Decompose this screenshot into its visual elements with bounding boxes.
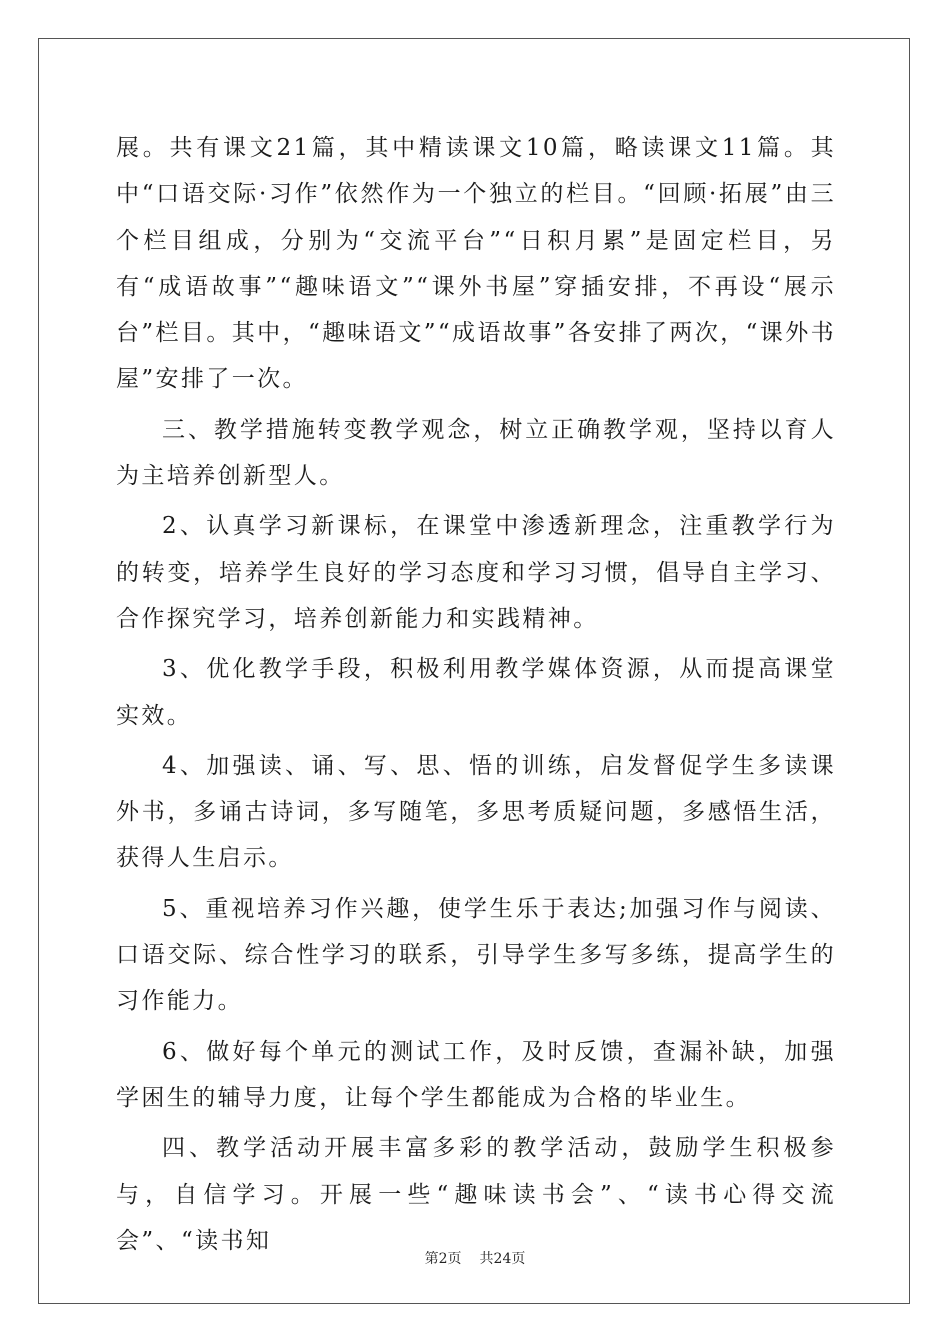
page-footer bbox=[0, 1248, 950, 1268]
paragraph-item-4: 4、加强读、诵、写、思、悟的训练，启发督促学生多读课外书，多诵古诗词，多写随笔，多思考质疑问题，多感悟生活，获得人生启示。 bbox=[116, 752, 836, 872]
paragraph-curriculum-structure: 展。共有课文21篇，其中精读课文10篇，略读课文11篇。其中“口语交际·习作”依然作为一个独立的栏目。“回顾·拓展”由三个栏目组成，分别为“交流平台”“日积月累”是固定栏目，另有“成语故事”“趣味语文”“课外书屋”穿插安排，不再设“展示台”栏目。其中，“趣味语文”“成语故事”各安排了两次，“课外书屋”安排了一次。 bbox=[116, 135, 836, 393]
paragraph-teaching-measures: 三、教学措施转变教学观念，树立正确教学观，坚持以育人为主培养创新型人。 bbox=[116, 416, 836, 490]
total-page-count: 共24页 bbox=[479, 1251, 526, 1267]
current-page-number: 第2页 bbox=[424, 1251, 462, 1267]
paragraph-item-3: 3、优化教学手段，积极利用教学媒体资源，从而提高课堂实效。 bbox=[116, 656, 836, 729]
document-body bbox=[116, 125, 836, 1264]
paragraph-item-5: 5、重视培养习作兴趣，使学生乐于表达;加强习作与阅读、口语交际、综合性学习的联系，引导学生多写多练，提高学生的习作能力。 bbox=[116, 895, 836, 1015]
paragraph-item-6: 6、做好每个单元的测试工作，及时反馈，查漏补缺，加强学困生的辅导力度，让每个学生都能成为合格的毕业生。 bbox=[116, 1038, 836, 1111]
paragraph-teaching-activities: 四、教学活动开展丰富多彩的教学活动，鼓励学生积极参与，自信学习。开展一些“趣味读书会”、“读书心得交流会”、“读书知 bbox=[116, 1135, 836, 1254]
paragraph-item-2: 2、认真学习新课标，在课堂中渗透新理念，注重教学行为的转变，培养学生良好的学习态度和学习习惯，倡导自主学习、合作探究学习，培养创新能力和实践精神。 bbox=[116, 513, 836, 632]
